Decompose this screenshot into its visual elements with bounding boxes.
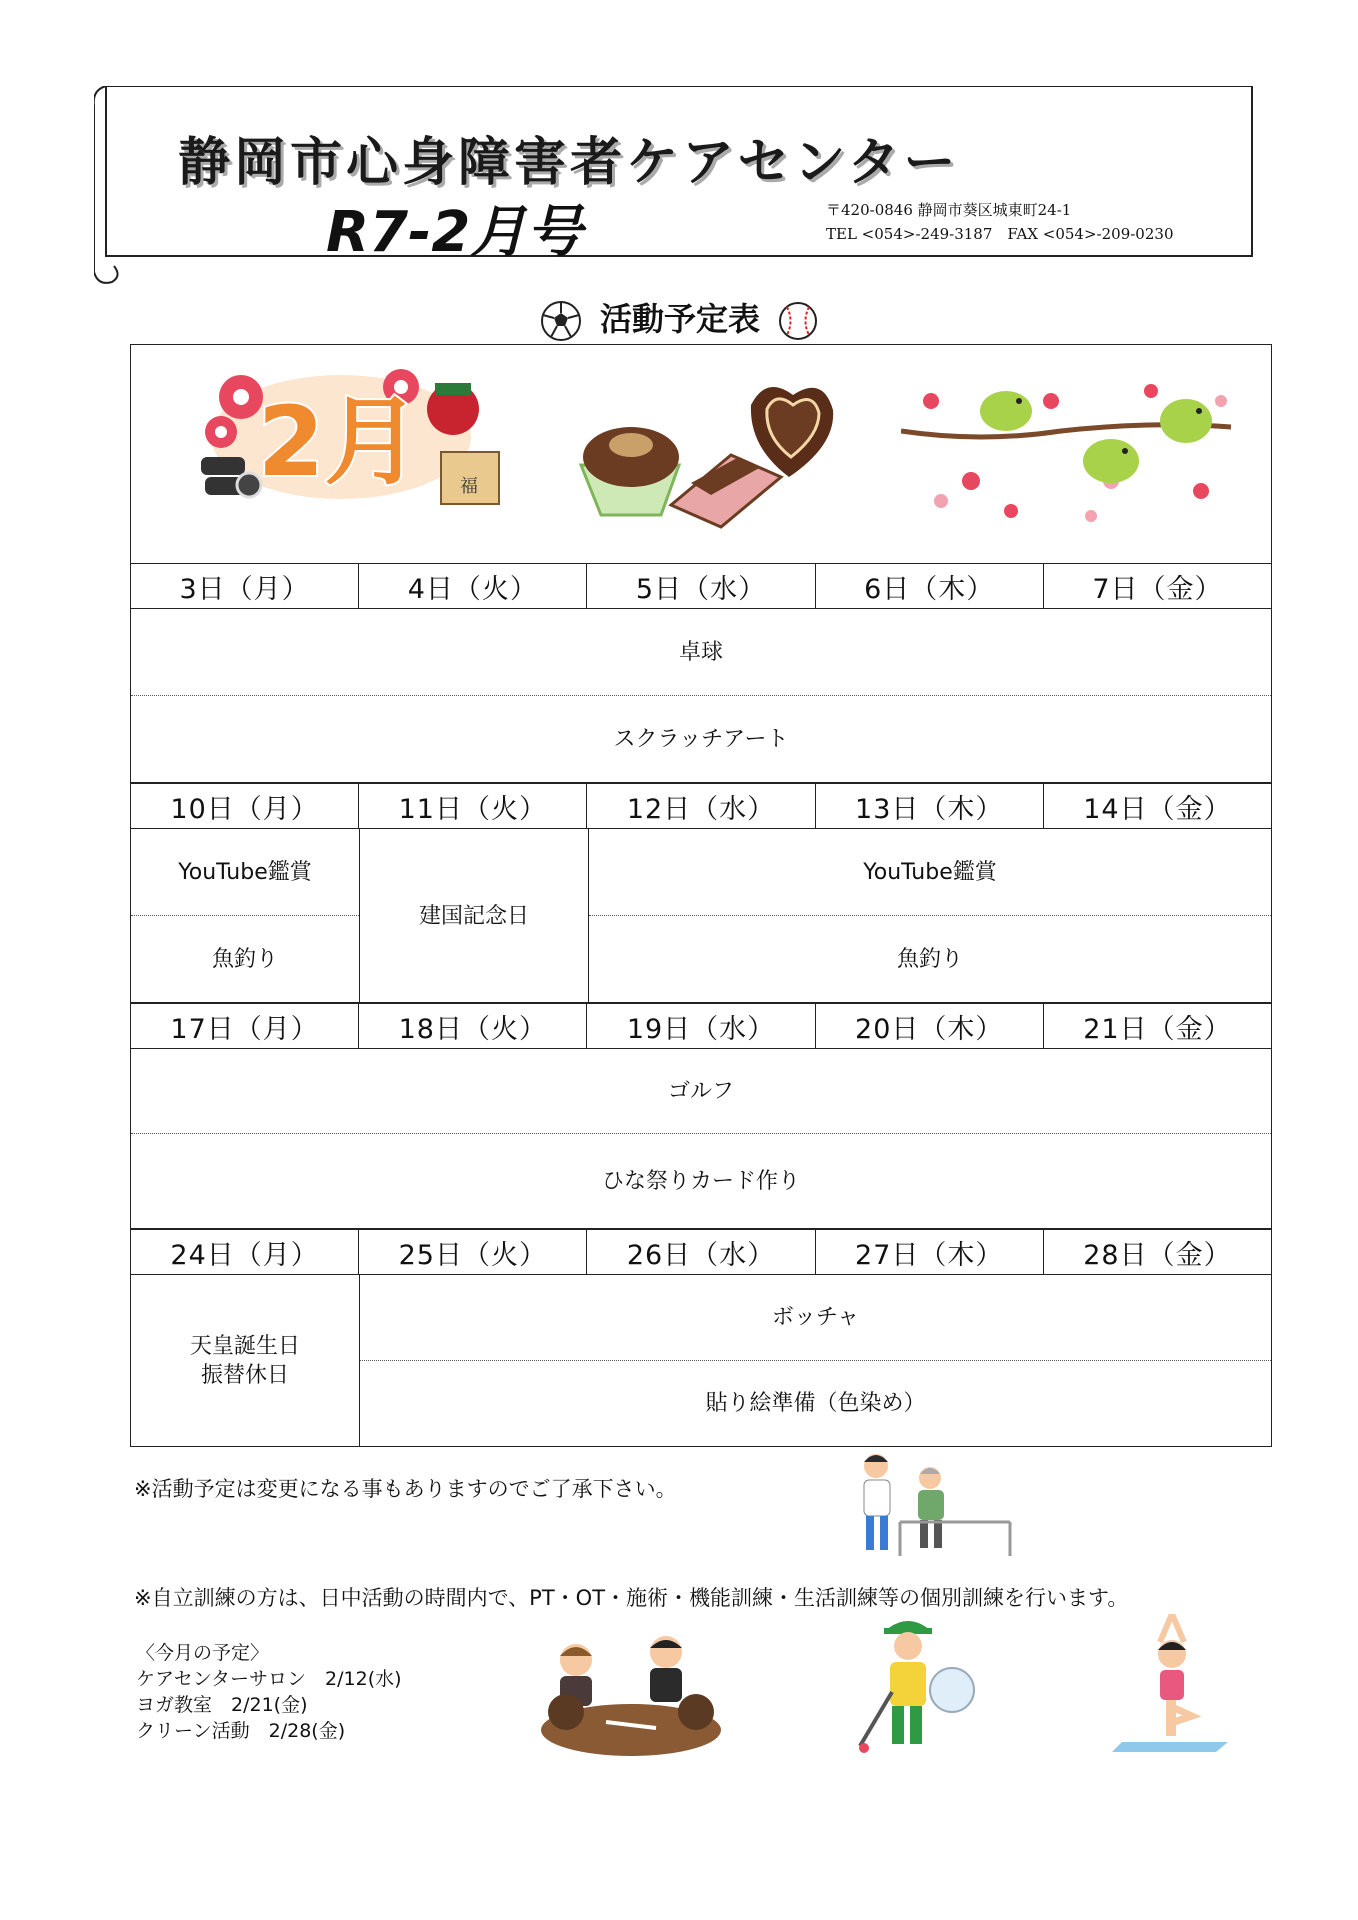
- rehab-walking-illustration: [850, 1452, 1020, 1562]
- monthly-plan: [136, 1640, 402, 1744]
- plum-blossom-birds-illustration: [901, 371, 1241, 541]
- day-cell: 19日（水）: [586, 1004, 814, 1048]
- day-cell: 4日（火）: [358, 564, 586, 608]
- activity-cell: YouTube鑑賞: [863, 859, 997, 885]
- day-cell: 27日（木）: [815, 1230, 1043, 1274]
- week-2-days-row: [130, 783, 1272, 829]
- day-cell: 28日（金）: [1043, 1230, 1271, 1274]
- plan-item: ヨガ教室 2/21(金): [136, 1694, 308, 1716]
- illustration-banner: [130, 344, 1272, 564]
- day-cell: 20日（木）: [815, 1004, 1043, 1048]
- day-cell: 5日（水）: [586, 564, 814, 608]
- day-cell: 25日（火）: [358, 1230, 586, 1274]
- day-cell: 26日（水）: [586, 1230, 814, 1274]
- week-3-days-row: [130, 1003, 1272, 1049]
- week-3-activities: [130, 1049, 1272, 1229]
- activity-cell: ボッチャ: [771, 1305, 860, 1330]
- change-note: ※活動予定は変更になる事もありますのでご了承下さい。: [134, 1477, 677, 1501]
- cleanup-activity-illustration: [848, 1612, 988, 1762]
- day-cell: 12日（水）: [586, 784, 814, 828]
- day-cell: 17日（月）: [170, 1013, 319, 1045]
- day-cell: 6日（木）: [815, 564, 1043, 608]
- monthly-plan-label: 〈今月の予定〉: [136, 1642, 270, 1664]
- week-4-activities: [130, 1275, 1272, 1447]
- address-block: [826, 198, 1173, 246]
- week-1-days-row: [130, 563, 1272, 609]
- issue-label: R7-2月号: [326, 200, 583, 265]
- activity-cell: スクラッチアート: [613, 726, 789, 752]
- activity-cell: 貼り絵準備（色染め）: [705, 1391, 926, 1416]
- month-label: 2月: [257, 386, 421, 498]
- activity-cell: YouTube鑑賞: [178, 859, 312, 885]
- holiday-line: 振替休日: [200, 1363, 289, 1388]
- plan-item: ケアセンターサロン 2/12(水): [136, 1668, 402, 1690]
- activity-cell: ゴルフ: [667, 1078, 734, 1104]
- activity-cell: 魚釣り: [896, 946, 963, 972]
- day-cell: 21日（金）: [1043, 1004, 1271, 1048]
- day-cell: 7日（金）: [1043, 564, 1271, 608]
- baseball-icon: [778, 301, 818, 341]
- day-cell: 13日（木）: [815, 784, 1043, 828]
- february-badge-illustration: [191, 357, 531, 557]
- schedule-heading: [0, 294, 1358, 342]
- week-4-days-row: [130, 1229, 1272, 1275]
- chocolate-illustration: [561, 365, 861, 545]
- activity-cell: ひな祭りカード作り: [601, 1168, 800, 1194]
- day-cell: 11日（火）: [358, 784, 586, 828]
- day-cell: 10日（月）: [170, 793, 319, 825]
- holiday-cell: 建国記念日: [418, 903, 529, 929]
- activity-cell: 卓球: [678, 639, 723, 665]
- day-cell: 14日（金）: [1043, 784, 1271, 828]
- week-1-activities: [130, 609, 1272, 783]
- activity-cell: 魚釣り: [211, 946, 278, 972]
- day-cell: 18日（火）: [358, 1004, 586, 1048]
- plan-item: クリーン活動 2/28(金): [136, 1720, 346, 1742]
- address-line: 〒420-0846 静岡市葵区城東町24-1: [826, 201, 1072, 219]
- contact-line: TEL <054>-249-3187 FAX <054>-209-0230: [826, 225, 1174, 243]
- soccer-ball-icon: [540, 300, 582, 342]
- week-2-activities: [130, 829, 1272, 1003]
- training-note: ※自立訓練の方は、日中活動の時間内で、PT・OT・施術・機能訓練・生活訓練等の個別訓練を行います。: [134, 1586, 1129, 1610]
- page-title: 静岡市心身障害者ケアセンター: [178, 133, 960, 193]
- day-cell: 24日（月）: [170, 1239, 319, 1271]
- holiday-cell: [131, 1275, 359, 1447]
- day-cell: 3日（月）: [179, 573, 310, 605]
- meeting-illustration: [536, 1630, 726, 1760]
- schedule-heading-text: 活動予定表: [599, 300, 760, 338]
- holiday-line: 天皇誕生日: [189, 1334, 300, 1359]
- yoga-illustration: [1112, 1614, 1232, 1754]
- fuku-label: 福: [460, 476, 478, 497]
